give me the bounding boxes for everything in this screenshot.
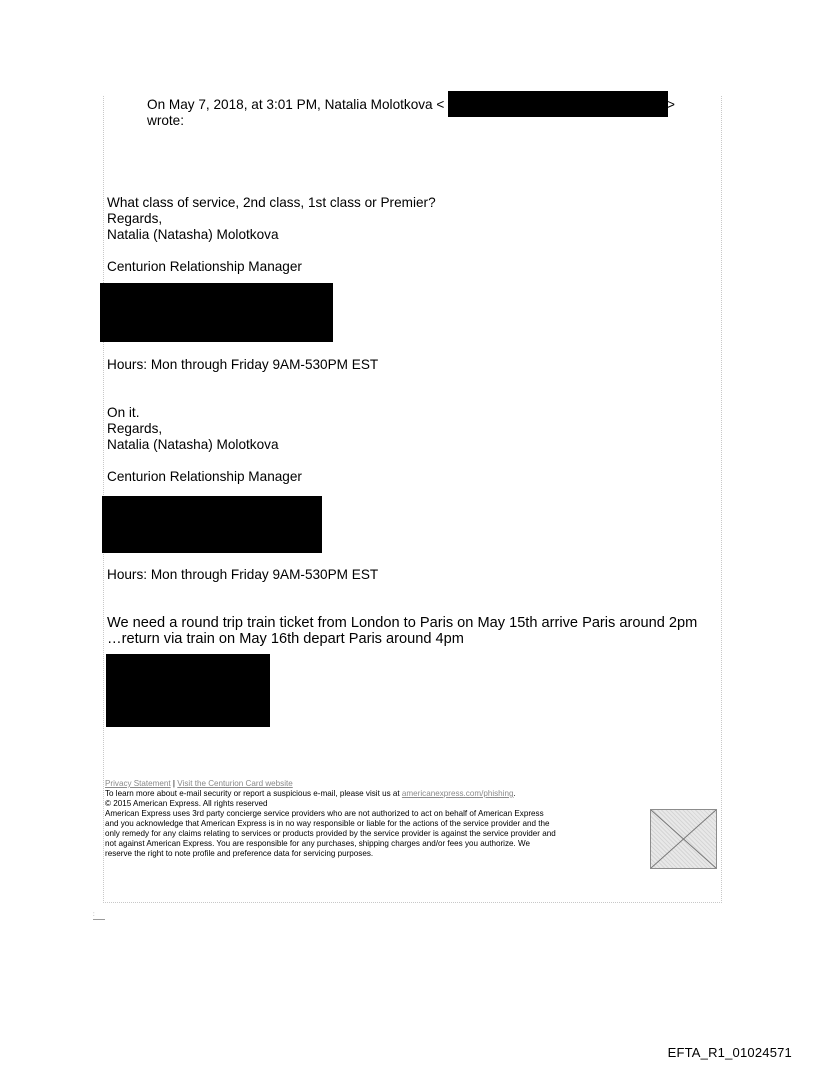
quote-header-line2: wrote: <box>147 113 185 128</box>
footer-links-row <box>105 779 653 789</box>
message2-signature-title: Centurion Relationship Manager <box>107 469 302 484</box>
message2-regards: Regards, <box>107 421 163 436</box>
message2-signature-name: Natalia (Natasha) Molotkova <box>107 437 279 452</box>
redaction-signature-block-1 <box>100 283 333 342</box>
privacy-statement-link[interactable]: Privacy Statement <box>105 779 171 788</box>
message1-line1: What class of service, 2nd class, 1st class or Premier? <box>107 195 436 210</box>
message3-line1: We need a round trip train ticket from London to Paris on May 15th arrive Paris around 2pm <box>107 615 698 631</box>
disclaimer-line-3: only remedy for any claims relating to services or products provided by the service provider is against the service provider and <box>105 829 556 838</box>
message2-hours: Hours: Mon through Friday 9AM-530PM EST <box>107 567 379 582</box>
disclaimer-line-4: not against American Express. You are responsible for any purchases, shipping charges and/or fees you authorize. We <box>105 839 531 848</box>
message3-line2: …return via train on May 16th depart Paris around 4pm <box>107 631 464 647</box>
disclaimer-line-2: and you acknowledge that American Express is in no way responsible or liable for the actions of the service provider and the <box>105 819 550 828</box>
security-text: To learn more about e-mail security or report a suspicious e-mail, please visit us at <box>105 789 402 798</box>
message2-line1: On it. <box>107 405 140 420</box>
message1-hours: Hours: Mon through Friday 9AM-530PM EST <box>107 357 379 372</box>
message1-signature-title: Centurion Relationship Manager <box>107 259 302 274</box>
redaction-sender-signature <box>106 654 270 727</box>
security-text-end: . <box>513 789 516 798</box>
broken-image-icon <box>651 810 716 868</box>
bates-number: EFTA_R1_01024571 <box>667 1045 792 1060</box>
stray-underline <box>93 919 105 920</box>
message1-regards: Regards, <box>107 211 163 226</box>
redaction-email-address <box>448 91 668 117</box>
message1-signature-name: Natalia (Natasha) Molotkova <box>107 227 279 242</box>
email-footer <box>105 779 653 859</box>
quote-header-text: On May 7, 2018, at 3:01 PM, Natalia Molotkova < <box>147 97 445 112</box>
footer-security-row <box>105 789 653 799</box>
quote-header-tail: > <box>667 97 675 112</box>
stray-mark-text: : <box>93 912 95 918</box>
phishing-link[interactable]: americanexpress.com/phishing <box>401 789 514 798</box>
disclaimer-line-5: reserve the right to note profile and preference data for servicing purposes. <box>105 849 374 858</box>
footer-link-separator: | <box>170 779 178 788</box>
redaction-signature-block-2 <box>102 496 322 553</box>
footer-copyright: © 2015 American Express. All rights reserved <box>105 799 268 808</box>
stray-mark <box>93 912 107 920</box>
centurion-website-link[interactable]: Visit the Centurion Card website <box>177 779 293 788</box>
broken-image-placeholder <box>650 809 717 869</box>
quote-header-line1 <box>147 97 444 112</box>
disclaimer-line-1: American Express uses 3rd party concierge service providers who are not authorized to act on behalf of American Express <box>105 809 544 818</box>
